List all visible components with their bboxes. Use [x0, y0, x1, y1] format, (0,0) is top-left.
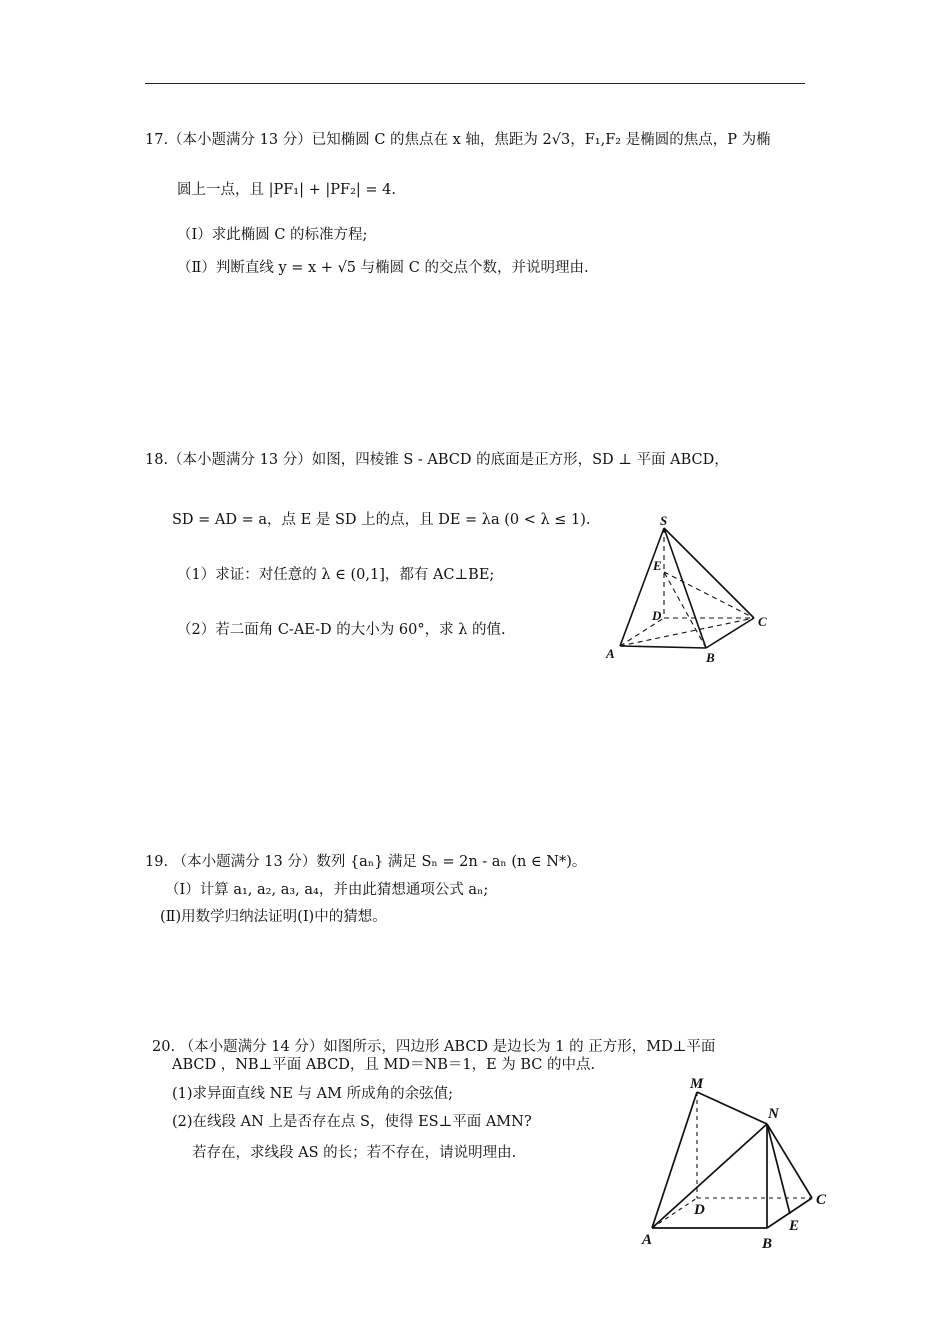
q17-part2: （Ⅱ）判断直线 y = x + √5 与椭圆 C 的交点个数，并说明理由. [177, 260, 589, 276]
q19-part2: (Ⅱ)用数学归纳法证明(Ⅰ)中的猜想。 [160, 909, 387, 925]
q19-line1: 19. （本小题满分 13 分）数列 {aₙ} 满足 Sₙ = 2n - aₙ (n ∈ N*)。 [145, 854, 587, 870]
q20-line2: ABCD ，NB⊥平面 ABCD，且 MD＝NB＝1，E 为 BC 的中点. [172, 1057, 596, 1073]
label-C: C [758, 614, 767, 629]
q18-part2: （2）若二面角 C-AE-D 的大小为 60°，求 λ 的值. [177, 622, 506, 638]
label-E: E [653, 558, 662, 573]
label-S: S [660, 513, 668, 528]
label-A: A [606, 646, 615, 661]
pyramid-figure [600, 510, 780, 670]
q19-part1: （Ⅰ）计算 a₁, a₂, a₃, a₄，并由此猜想通项公式 aₙ; [165, 882, 489, 898]
label-B2: B [762, 1236, 773, 1252]
label-A2: A [642, 1232, 653, 1248]
label-D: D [652, 608, 662, 623]
label-D2: D [694, 1202, 705, 1218]
label-N: N [768, 1106, 779, 1122]
q17-part1: （Ⅰ）求此椭圆 C 的标准方程; [177, 227, 368, 243]
label-C2: C [816, 1192, 827, 1208]
q20-part3: 若存在，求线段 AS 的长；若不存在，请说明理由. [192, 1145, 517, 1161]
header-rule [145, 83, 805, 84]
q18-line2: SD = AD = a，点 E 是 SD 上的点，且 DE = λa (0 < λ ≤ 1). [172, 512, 591, 528]
q18-part1: （1）求证：对任意的 λ ∈ (0,1]，都有 AC⊥BE; [177, 567, 495, 583]
q17-line1: 17.（本小题满分 13 分）已知椭圆 C 的焦点在 x 轴，焦距为 2√3，F₁,F₂ 是椭圆的焦点，P 为椭 [145, 132, 771, 148]
label-M: M [690, 1076, 704, 1092]
q18-line1: 18.（本小题满分 13 分）如图，四棱锥 S - ABCD 的底面是正方形，SD ⊥ 平面 ABCD， [145, 452, 729, 468]
label-E2: E [789, 1218, 800, 1234]
q20-part1: (1)求异面直线 NE 与 AM 所成角的余弦值; [172, 1086, 453, 1102]
q17-line2: 圆上一点，且 |PF₁| + |PF₂| = 4. [177, 182, 396, 198]
q20-line1: 20. （本小题满分 14 分）如图所示，四边形 ABCD 是边长为 1 的 正方形，MD⊥平面 [152, 1039, 716, 1055]
q20-part2: (2)在线段 AN 上是否存在点 S，使得 ES⊥平面 AMN? [172, 1114, 532, 1130]
prism-figure [632, 1068, 842, 1278]
label-B: B [706, 650, 715, 665]
